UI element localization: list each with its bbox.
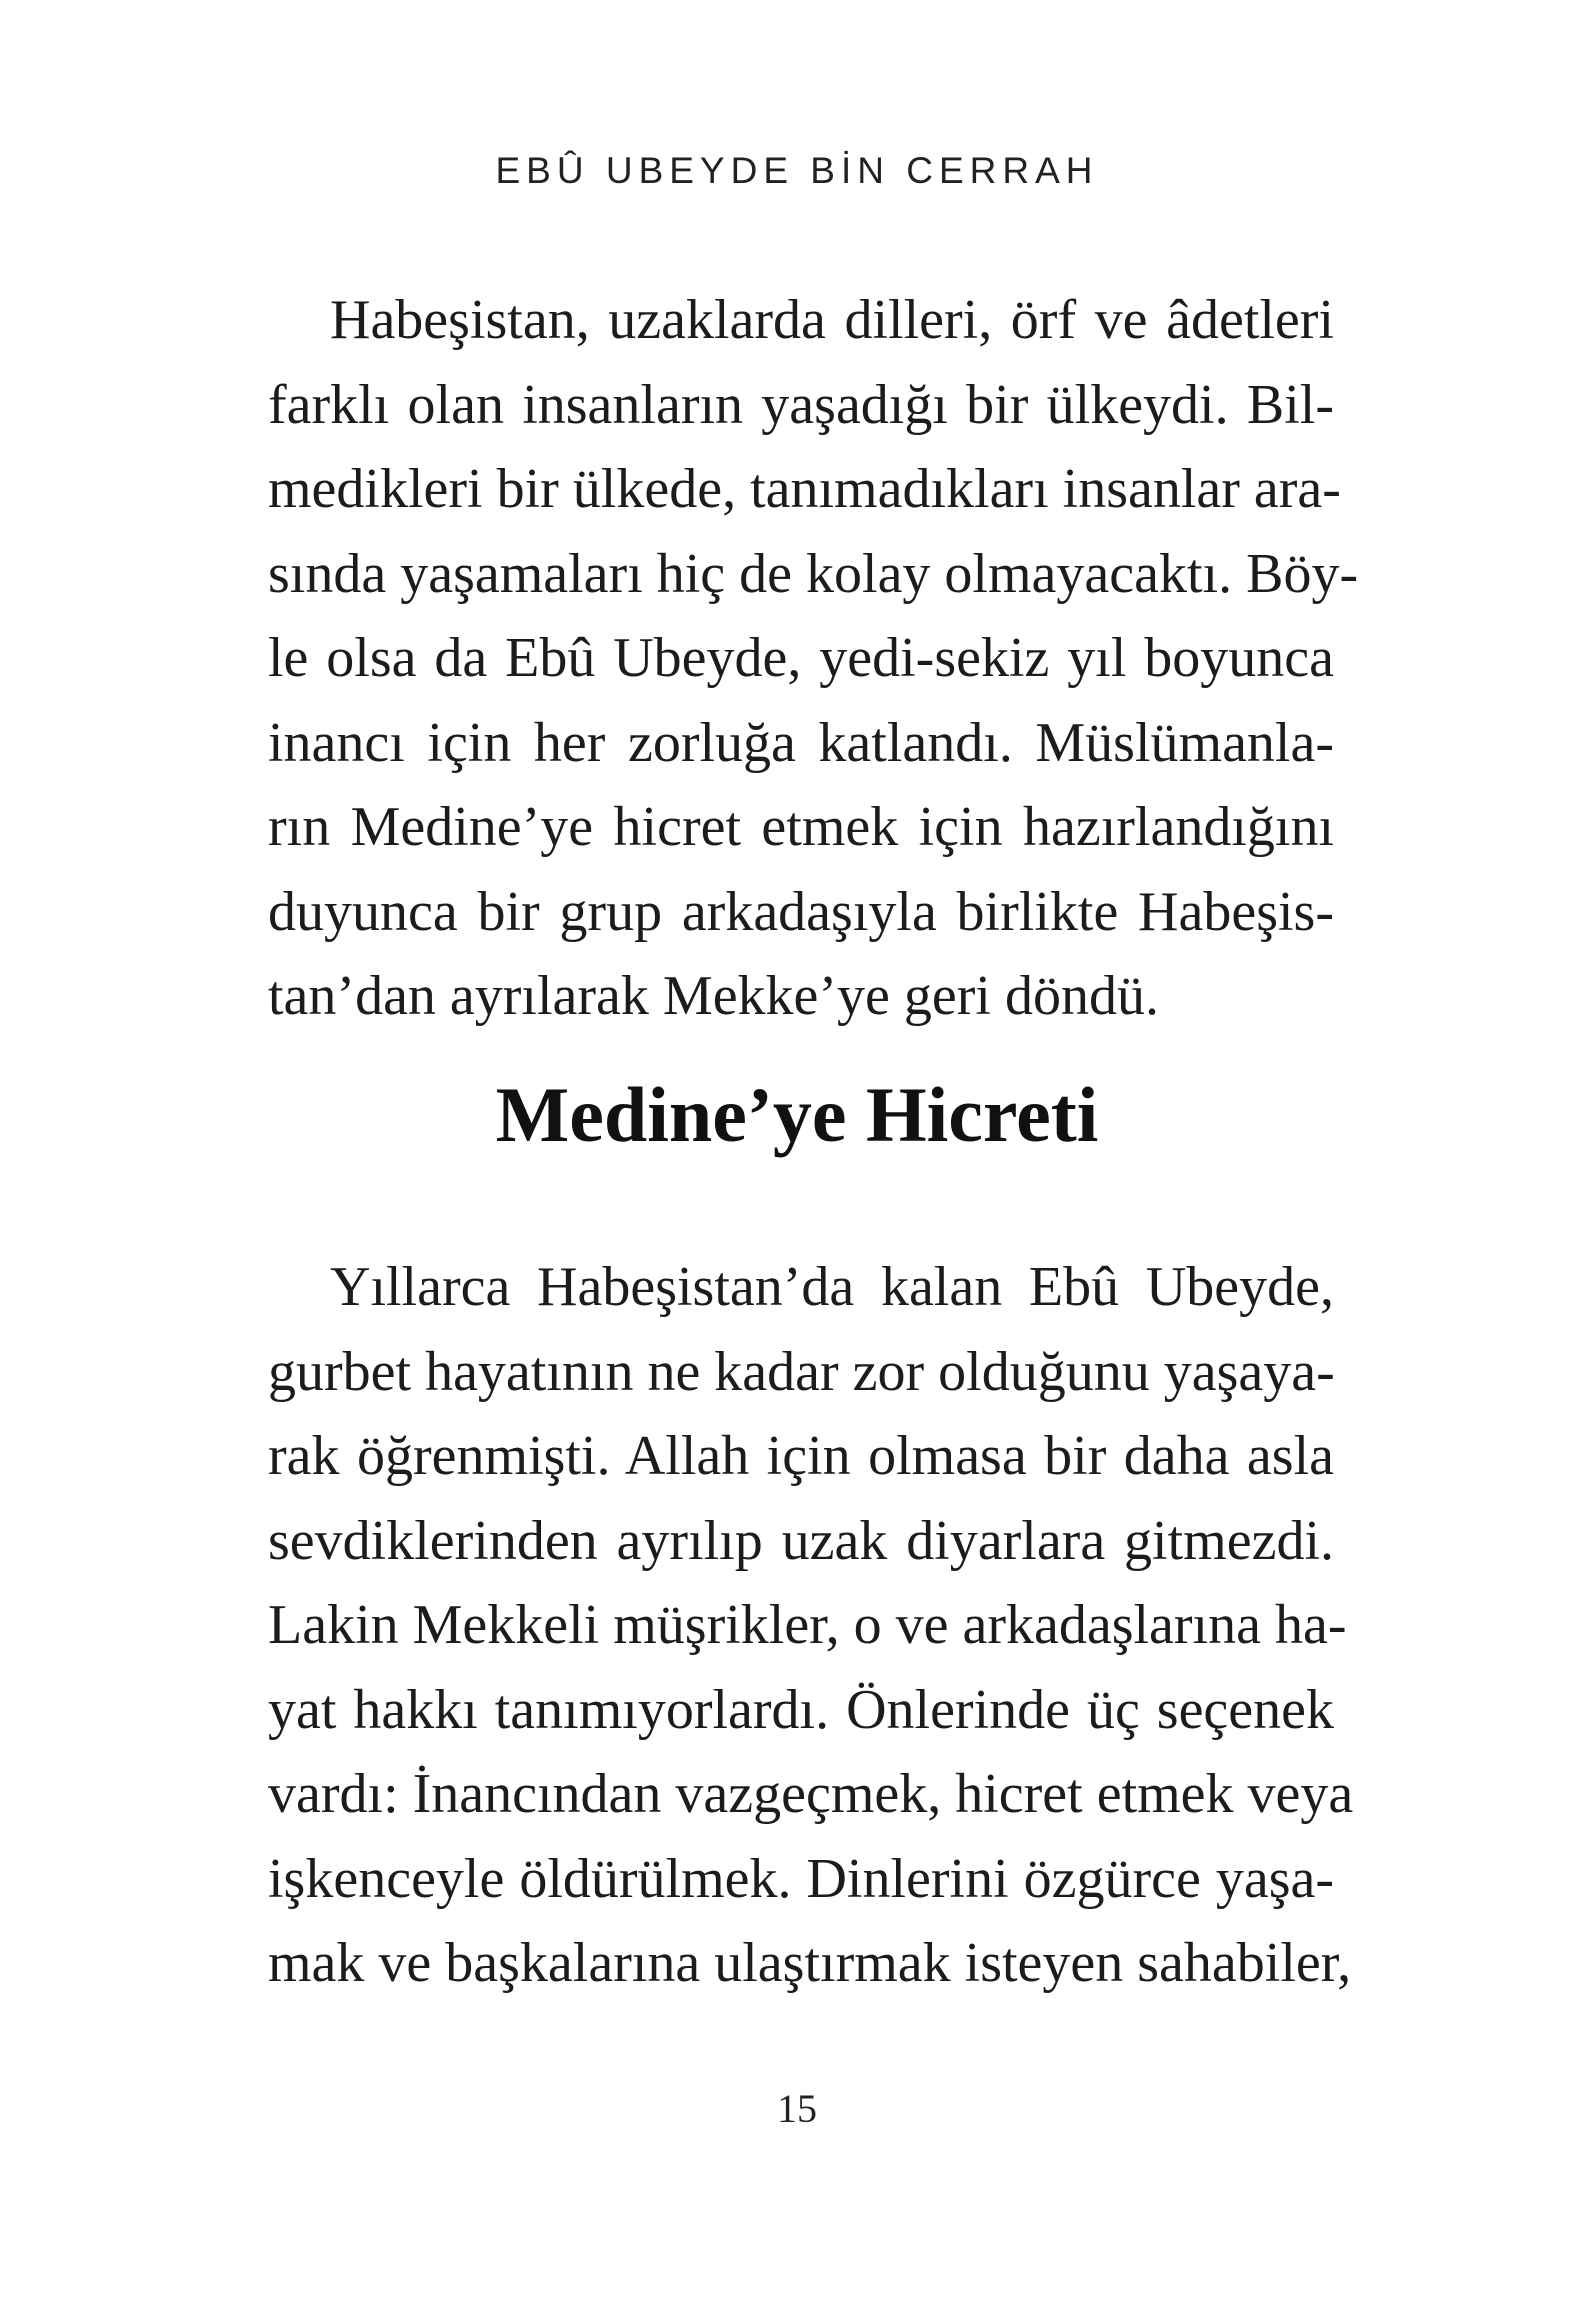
- running-header: EBÛ UBEYDE BİN CERRAH: [495, 150, 1099, 191]
- text-line: Habeşistan, uzaklarda dilleri, örf ve âdetleri: [330, 289, 1334, 351]
- text-line: tan’dan ayrılarak Mekke’ye geri döndü.: [268, 965, 1159, 1027]
- text-line: Yıllarca Habeşistan’da kalan Ebû Ubeyde,: [330, 1256, 1334, 1318]
- text-line: medikleri bir ülkede, tanımadıkları insanlar ara-: [268, 458, 1341, 520]
- text-line: inancı için her zorluğa katlandı. Müslümanla-: [268, 711, 1334, 774]
- text-line: farklı olan insanların yaşadığı bir ülkeydi. Bil-: [268, 373, 1334, 436]
- text-line: duyunca bir grup arkadaşıyla birlikte Habeşis-: [268, 880, 1334, 943]
- text-line: mak ve başkalarına ulaştırmak isteyen sahabiler,: [268, 1932, 1352, 1994]
- text-line: rın Medine’ye hicret etmek için hazırlandığını: [268, 796, 1334, 858]
- text-line: sında yaşamaları hiç de kolay olmayacaktı. Böy-: [268, 542, 1359, 605]
- paragraph-2: [268, 1245, 1354, 2006]
- text-line: Lakin Mekkeli müşrikler, o ve arkadaşlarına ha-: [268, 1594, 1347, 1656]
- text-line: gurbet hayatının ne kadar zor olduğunu yaşaya-: [268, 1340, 1335, 1403]
- text-line: yat hakkı tanımıyorlardı. Önlerinde üç seçenek: [268, 1678, 1334, 1741]
- text-line: le olsa da Ebû Ubeyde, yedi-sekiz yıl boyunca: [268, 627, 1334, 689]
- section-heading: Medine’ye Hicreti: [495, 1071, 1099, 1158]
- text-line: vardı: İnancından vazgeçmek, hicret etmek veya: [268, 1763, 1354, 1825]
- paragraph-1: [268, 278, 1359, 1039]
- text-line: rak öğrenmişti. Allah için olmasa bir daha asla: [268, 1425, 1334, 1487]
- page-number: 15: [777, 2086, 817, 2131]
- text-line: işkenceyle öldürülmek. Dinlerini özgürce yaşa-: [268, 1847, 1334, 1910]
- text-line: sevdiklerinden ayrılıp uzak diyarlara gitmezdi.: [268, 1509, 1334, 1572]
